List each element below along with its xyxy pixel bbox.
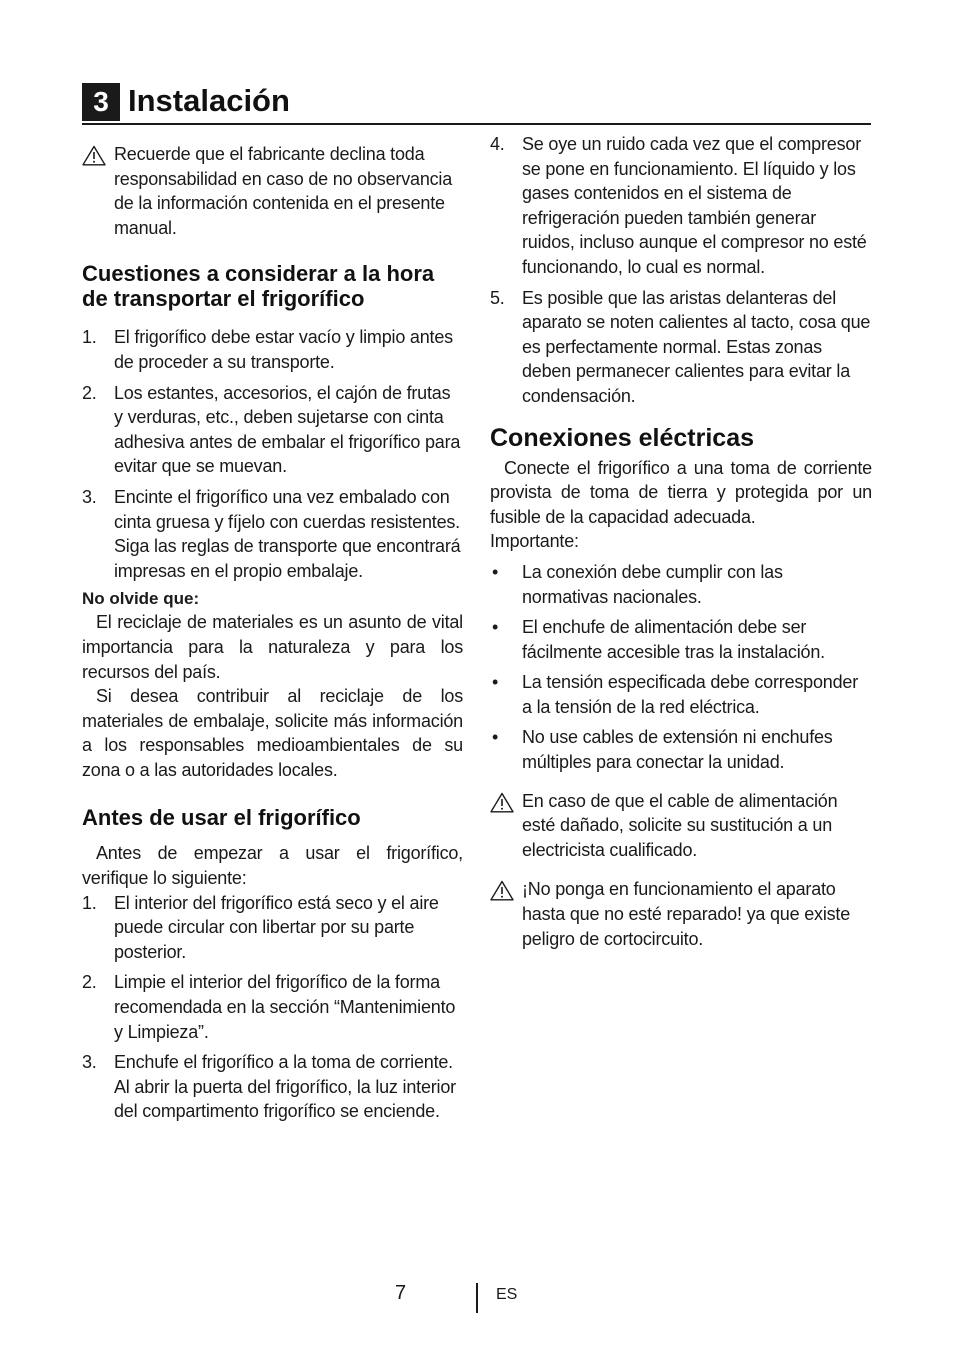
short-circuit-warning-text: ¡No ponga en funcionamiento el aparato hasta que no esté reparado! ya que existe peligro de cortocircuito. [522,879,851,949]
electrical-requirements-list [490,560,872,775]
bullet: • [492,727,499,748]
item-text: Es posible que las aristas delanteras del aparato se noten calientes al tacto, cosa que es perfectamente normal. Estas zonas deben permanecer calientes para evitar la condensación. [522,287,871,406]
list-item [490,560,872,609]
list-item [490,670,872,719]
footer-divider [476,1283,478,1313]
item-text: La conexión debe cumplir con las normativas nacionales. [522,561,783,607]
item-number: 1. [82,892,97,913]
item-number: 1. [82,327,97,348]
item-text: Limpie el interior del frigorífico de la forma recomendada en la sección “Mantenimiento y Limpieza”. [114,972,456,1042]
page-number: 7 [395,1282,407,1304]
item-text: Enchufe el frigorífico a la toma de corriente. Al abrir la puerta del frigorífico, la luz interior del compartimento frigorífico se enciende. [114,1052,456,1122]
bullet: • [492,672,499,693]
electrical-intro: Conecte el frigorífico a una toma de corriente provista de toma de tierra y protegida por un fusible de la capacidad adecuada. [490,457,872,527]
list-item [490,615,872,664]
list-item [82,325,463,374]
item-text: No use cables de extensión ni enchufes múltiples para conectar la unidad. [522,727,833,773]
before-use-list [82,891,463,1124]
list-item [82,970,463,1044]
item-number: 2. [82,382,97,403]
manufacturer-warning [82,142,463,240]
item-number: 3. [82,486,97,507]
list-item [82,891,463,965]
warning-icon [82,145,106,166]
list-item [490,286,872,409]
item-number: 4. [490,134,505,154]
bullet: • [492,561,499,582]
item-text: Encinte el frigorífico una vez embalado con cinta gruesa y fíjelo con cuerdas resistentes. Siga las reglas de transporte que encontrará impresas en el propio embalaje. [114,486,461,581]
item-number: 3. [82,1052,97,1073]
recycling-paragraph-2: Si desea contribuir al reciclaje de los materiales de embalaje, solicite más información a los responsables medioambientales de su zona o a las autoridades locales. [82,686,463,780]
item-text: El interior del frigorífico está seco y el aire puede circular con libertar por su parte posterior. [114,892,439,962]
manufacturer-warning-text: Recuerde que el fabricante declina toda responsabilidad en caso de no observancia de la información contenida en el presente manual. [114,144,453,238]
damaged-cable-warning-text: En caso de que el cable de alimentación esté dañado, solicite su sustitución a un electricista cualificado. [522,790,838,860]
chapter-header [82,80,871,125]
item-text: Los estantes, accesorios, el cajón de frutas y verduras, etc., deben sujetarse con cinta adhesiva antes de embalar el frigorífico para evitar que se muevan. [114,382,461,477]
item-text: El enchufe de alimentación debe ser fácilmente accesible tras la instalación. [522,617,825,662]
item-number: 5. [490,287,505,308]
bullet: • [492,617,499,638]
list-item [490,132,872,280]
remember-label: No olvide que: [82,589,200,609]
item-text: El frigorífico debe estar vacío y limpio antes de proceder a su transporte. [114,327,453,372]
short-circuit-warning [490,877,872,951]
list-item [82,1050,463,1124]
chapter-title: Instalación [128,83,290,118]
item-number: 2. [82,972,97,993]
item-text: Se oye un ruido cada vez que el compresor se pone en funcionamiento. El líquido y los gases contenidos en el sistema de refrigeración pueden también generar ruidos, incluso aunque el compresor no esté funcionando, lo cual es normal. [522,134,867,277]
transport-list [82,325,463,583]
item-text: La tensión especificada debe corresponder a la tensión de la red eléctrica. [522,672,859,717]
warning-icon [490,792,514,813]
list-item [82,381,463,479]
list-item [82,485,463,583]
warning-icon [490,880,514,901]
chapter-number: 3 [82,83,120,121]
damaged-cable-warning [490,789,872,863]
before-use-heading: Antes de usar el frigorífico [82,805,361,831]
right-column [490,132,872,951]
important-label: Importante: [490,531,579,552]
installation-list-continued [490,132,872,409]
transport-heading: Cuestiones a considerar a la hora de transportar el frigorífico [82,261,435,312]
language-code: ES [496,1286,518,1303]
recycling-paragraph-1: El reciclaje de materiales es un asunto de vital importancia para la naturaleza y para los recursos del país. [82,612,463,682]
left-column [82,132,463,1124]
before-use-intro: Antes de empezar a usar el frigorífico, verifique lo siguiente: [82,843,463,889]
electrical-heading: Conexiones eléctricas [490,423,755,452]
list-item [490,725,872,774]
